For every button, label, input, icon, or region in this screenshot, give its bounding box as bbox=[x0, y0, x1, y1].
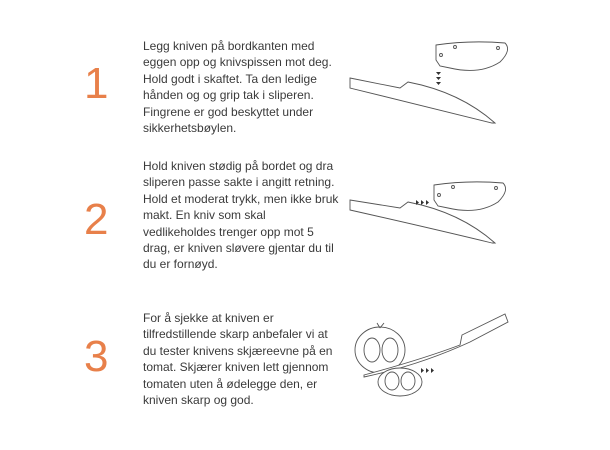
step-2-number: 2 bbox=[84, 195, 109, 244]
step-3-text: For å sjekke at kniven er tilfredstillende skarp anbefaler vi at du tester knivens skjæreevne på en tomat. Skjærer kniven lett gjennom tomaten uten å ødelegge den, er kniven skarp og god. bbox=[143, 311, 333, 408]
step-2-text: Hold kniven stødig på bordet og dra sliperen passe sakte i angitt retning. Hold et moderat trykk, men ikke bruk makt. En kniv som skal vedlikeholdes trenger opp mot 5 drag, er kniven sløvere gjentar du til du er fornøyd. bbox=[143, 159, 339, 272]
step-1-text: Legg kniven på bordkanten med eggen opp og knivspissen mot deg. Hold godt i skaftet. Ta den ledige hånden og og grip tak i sliperen. Fingrene er god beskyttet under sikkerhetsbøylen. bbox=[143, 39, 332, 136]
tomato-slice-illustration bbox=[378, 368, 422, 396]
arrow-down-icon bbox=[436, 72, 441, 85]
step-3-number: 3 bbox=[84, 332, 109, 381]
step-1-number: 1 bbox=[84, 59, 109, 108]
sharpener-illustration-1 bbox=[436, 42, 508, 71]
knife-illustration-1 bbox=[350, 78, 495, 123]
arrow-right-icon bbox=[421, 368, 434, 373]
sharpener-illustration-2 bbox=[434, 182, 506, 211]
